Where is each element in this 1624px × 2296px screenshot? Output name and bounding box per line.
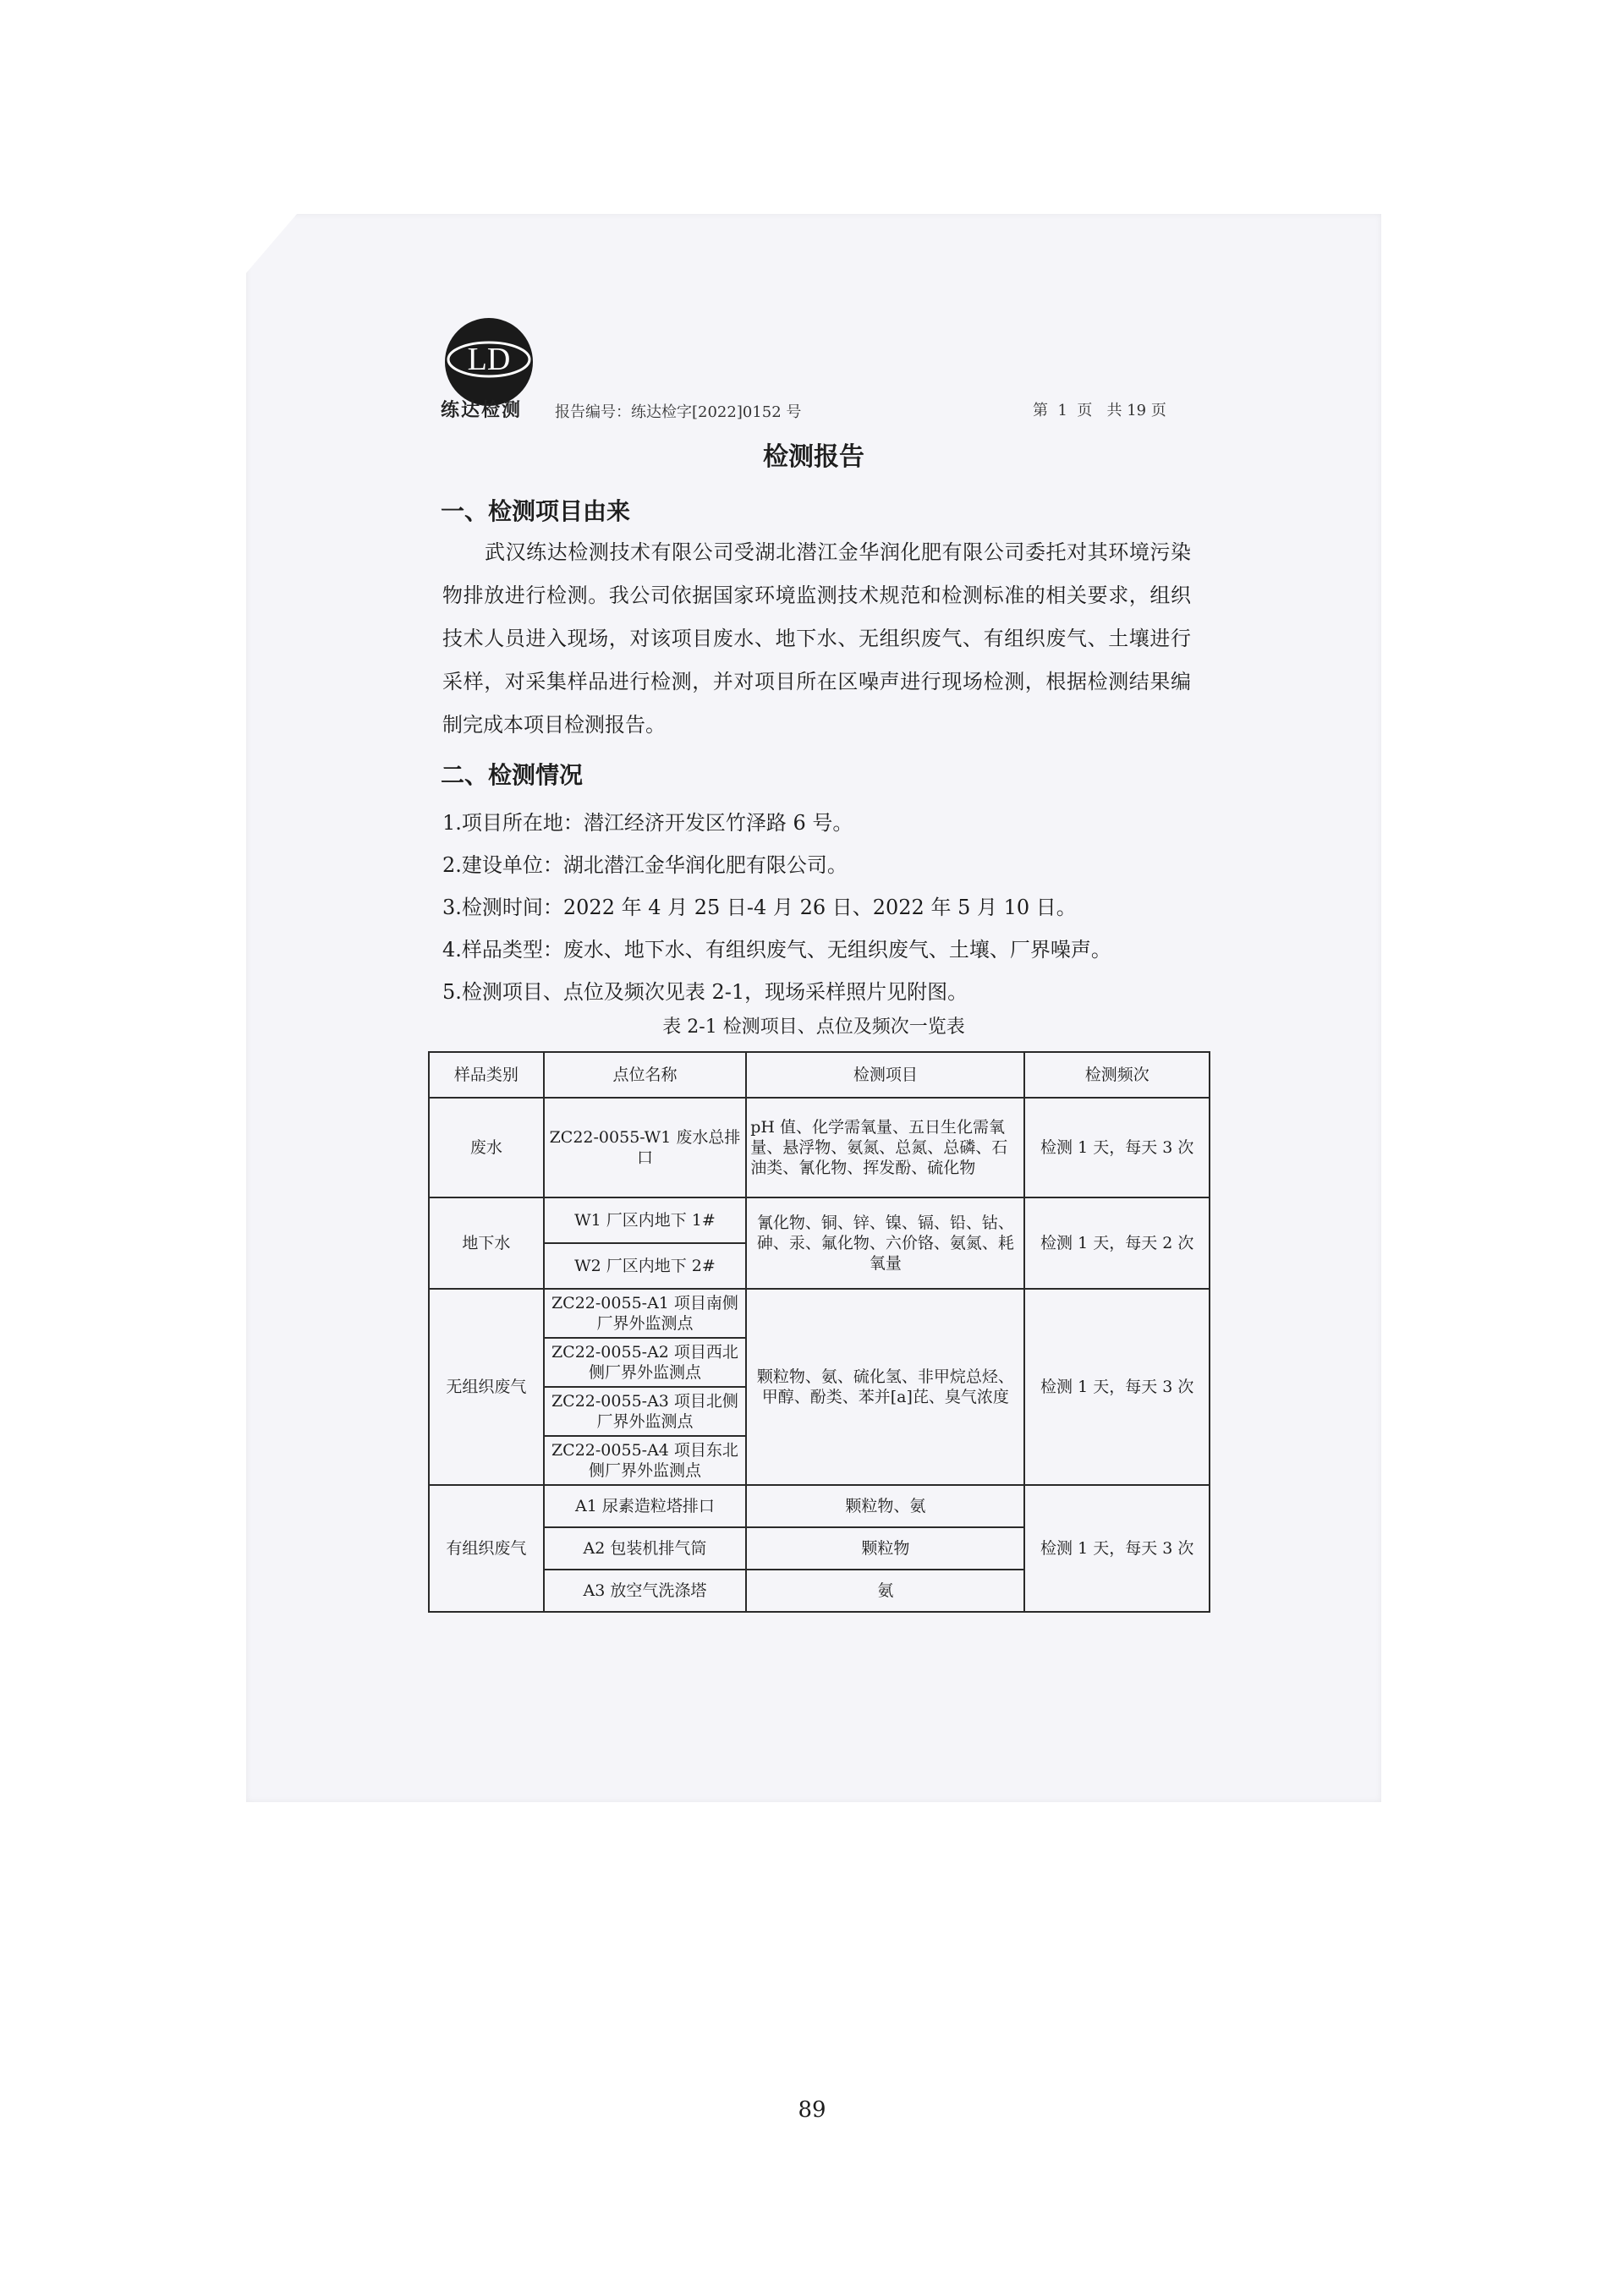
- cell-point: W2 厂区内地下 2#: [544, 1243, 747, 1289]
- info-item-builder: 2.建设单位：湖北潜江金华润化肥有限公司。: [442, 853, 848, 877]
- col-header-point: 点位名称: [544, 1052, 747, 1098]
- cell-items: 氰化物、铜、锌、镍、镉、铅、钴、砷、汞、氟化物、六价铬、氨氮、耗氧量: [746, 1197, 1024, 1289]
- cell-frequency: 检测 1 天，每天 3 次: [1024, 1289, 1210, 1485]
- cell-frequency: 检测 1 天，每天 2 次: [1024, 1197, 1210, 1289]
- section2-heading: 二、检测情况: [441, 761, 584, 789]
- table-row: [429, 1289, 1210, 1338]
- cell-items: 颗粒物: [746, 1527, 1024, 1570]
- cell-point: ZC22-0055-A1 项目南侧厂界外监测点: [544, 1289, 747, 1338]
- document-title: 检测报告: [763, 442, 864, 472]
- company-mark: 练达检测: [441, 399, 523, 421]
- page-info: 第 1 页 共 19 页: [1033, 402, 1166, 419]
- folded-corner: [246, 214, 297, 273]
- scanned-page: [246, 214, 1381, 1802]
- cell-point: A3 放空气洗涤塔: [544, 1570, 747, 1612]
- cell-items: 氨: [746, 1570, 1024, 1612]
- cell-items: pH 值、化学需氧量、五日生化需氧量、悬浮物、氨氮、总氮、总磷、石油类、氰化物、挥发酚、硫化物: [746, 1098, 1024, 1197]
- table-row: [429, 1485, 1210, 1527]
- table-row: [429, 1098, 1210, 1197]
- cell-category: 有组织废气: [429, 1485, 544, 1612]
- report-number: 报告编号：练达检字[2022]0152 号: [555, 403, 802, 421]
- cell-category: 无组织废气: [429, 1289, 544, 1485]
- section1-paragraph: 武汉练达检测技术有限公司受湖北潜江金华润化肥有限公司委托对其环境污染物排放进行检测。我公司依据国家环境监测技术规范和检测标准的相关要求，组织技术人员进入现场，对该项目废水、地下水、无组织废气、有组织废气、土壤进行采样，对采集样品进行检测，并对项目所在区噪声进行现场检测，根据检测结果编制完成本项目检测报告。: [442, 540, 1191, 737]
- monitoring-table: [428, 1051, 1210, 1613]
- info-item-date: 3.检测时间：2022 年 4 月 25 日-4 月 26 日、2022 年 5 月 10 日。: [442, 896, 1077, 919]
- col-header-frequency: 检测频次: [1024, 1052, 1210, 1098]
- info-item-table-ref: 5.检测项目、点位及频次见表 2-1，现场采样照片见附图。: [442, 980, 968, 1004]
- cell-frequency: 检测 1 天，每天 3 次: [1024, 1098, 1210, 1197]
- cell-category: 废水: [429, 1098, 544, 1197]
- cell-point: A1 尿素造粒塔排口: [544, 1485, 747, 1527]
- cell-point: ZC22-0055-W1 废水总排口: [544, 1098, 747, 1197]
- cell-frequency: 检测 1 天，每天 3 次: [1024, 1485, 1210, 1612]
- company-logo: [442, 315, 535, 408]
- logo-letters: LD: [467, 342, 511, 377]
- cell-category: 地下水: [429, 1197, 544, 1289]
- table-row: [429, 1197, 1210, 1243]
- table-caption: 表 2-1 检测项目、点位及频次一览表: [662, 1016, 965, 1038]
- info-item-sample-types: 4.样品类型：废水、地下水、有组织废气、无组织废气、土壤、厂界噪声。: [442, 938, 1111, 962]
- cell-point: ZC22-0055-A4 项目东北侧厂界外监测点: [544, 1436, 747, 1485]
- page-number: 89: [798, 2097, 826, 2123]
- info-item-location: 1.项目所在地：潜江经济开发区竹泽路 6 号。: [442, 811, 853, 835]
- cell-items: 颗粒物、氨: [746, 1485, 1024, 1527]
- cell-point: ZC22-0055-A2 项目西北侧厂界外监测点: [544, 1338, 747, 1387]
- cell-point: A2 包装机排气筒: [544, 1527, 747, 1570]
- col-header-items: 检测项目: [746, 1052, 1024, 1098]
- cell-point: ZC22-0055-A3 项目北侧厂界外监测点: [544, 1387, 747, 1436]
- section1-heading: 一、检测项目由来: [441, 497, 631, 525]
- cell-items: 颗粒物、氨、硫化氢、非甲烷总烃、甲醇、酚类、苯并[a]芘、臭气浓度: [746, 1289, 1024, 1485]
- cell-point: W1 厂区内地下 1#: [544, 1197, 747, 1243]
- table-header-row: [429, 1052, 1210, 1098]
- col-header-category: 样品类别: [429, 1052, 544, 1098]
